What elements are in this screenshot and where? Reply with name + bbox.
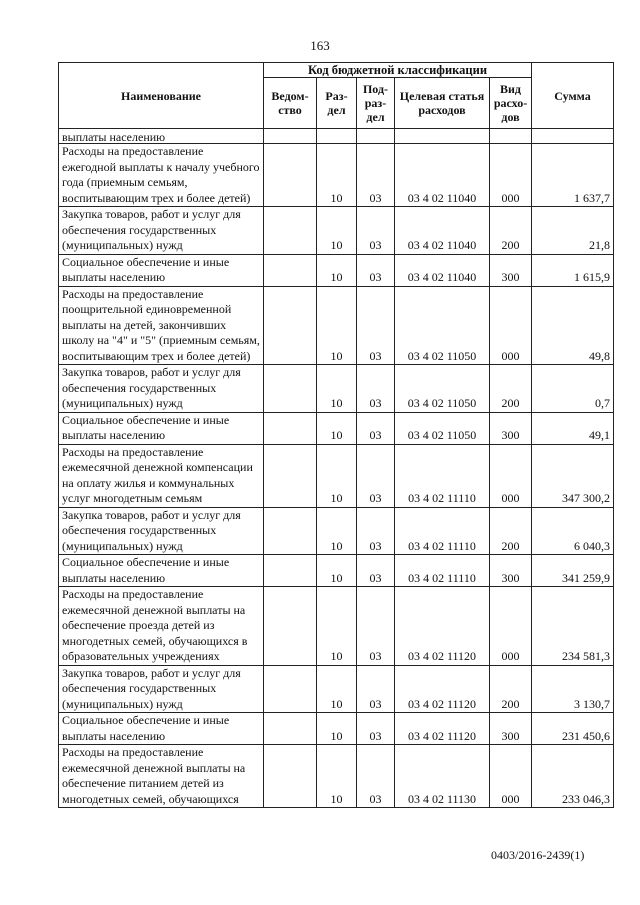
cell-vedomstvo [264,286,317,365]
cell-expense-type: 200 [490,507,532,555]
cell-podrazdel: 03 [357,412,395,444]
cell-target-article: 03 4 02 11120 [395,665,490,713]
cell-razdel: 10 [317,665,357,713]
cell-name: Расходы на предоставление ежегодной выплаты к началу учебного года (приемным семьям, воспитывающим трех и более детей) [59,144,264,207]
cell-name: Закупка товаров, работ и услуг для обеспечения государственных (муниципальных) нужд [59,507,264,555]
cell-podrazdel: 03 [357,286,395,365]
cell-name: Расходы на предоставление ежемесячной денежной компенсации на оплату жилья и коммунальных услуг многодетным семьям [59,444,264,507]
cell-sum: 49,8 [532,286,614,365]
cell-razdel: 10 [317,254,357,286]
cell-name: Расходы на предоставление поощрительной единовременной выплаты на детей, закончивших школу на "4" и "5" (приемным семьям, воспитывающим трех и более детей) [59,286,264,365]
cell-podrazdel: 03 [357,365,395,413]
cell-expense-type: 300 [490,713,532,745]
cell-target-article: 03 4 02 11110 [395,507,490,555]
budget-table [58,62,614,808]
cell-expense-type: 000 [490,587,532,666]
cell-target-article: 03 4 02 11120 [395,587,490,666]
cell-razdel: 10 [317,365,357,413]
cell-vedomstvo [264,587,317,666]
cell-podrazdel: 03 [357,665,395,713]
cell-expense-type: 000 [490,144,532,207]
cell-target-article: 03 4 02 11110 [395,444,490,507]
table-row [59,144,614,207]
cell-podrazdel: 03 [357,745,395,808]
cell-name: Социальное обеспечение и иные выплаты населению [59,555,264,587]
cell-name: Социальное обеспечение и иные выплаты населению [59,713,264,745]
cell-razdel: 10 [317,207,357,255]
header-sum: Сумма [532,63,614,129]
cell-sum: 6 040,3 [532,507,614,555]
cell-razdel: 10 [317,507,357,555]
cell-sum: 1 637,7 [532,144,614,207]
cell-target-article: 03 4 02 11130 [395,745,490,808]
cell-vedomstvo [264,365,317,413]
cell-expense-type: 200 [490,665,532,713]
header-name: Наименование [59,63,264,129]
cell-name: Закупка товаров, работ и услуг для обеспечения государственных (муниципальных) нужд [59,365,264,413]
cell-target-article: 03 4 02 11040 [395,144,490,207]
cell-podrazdel: 03 [357,555,395,587]
cell-podrazdel: 03 [357,713,395,745]
cell-sum: 21,8 [532,207,614,255]
table-row [59,444,614,507]
cell-podrazdel: 03 [357,444,395,507]
cell-vedomstvo [264,507,317,555]
cell-expense-type: 000 [490,745,532,808]
header-podrazdel: Под-раз-дел [357,78,395,129]
cell-name: Закупка товаров, работ и услуг для обеспечения государственных (муниципальных) нужд [59,207,264,255]
continuation-text: выплаты населению [59,129,264,144]
cell-sum: 233 046,3 [532,745,614,808]
cell-sum: 347 300,2 [532,444,614,507]
table-row [59,286,614,365]
cell-target-article: 03 4 02 11050 [395,412,490,444]
cell-razdel: 10 [317,444,357,507]
header-razdel: Раз-дел [317,78,357,129]
cell-target-article: 03 4 02 11040 [395,254,490,286]
cell-target-article: 03 4 02 11120 [395,713,490,745]
cell-expense-type: 000 [490,444,532,507]
cell-sum: 1 615,9 [532,254,614,286]
cell-podrazdel: 03 [357,507,395,555]
cell-razdel: 10 [317,587,357,666]
cell-podrazdel: 03 [357,254,395,286]
cell-sum: 3 130,7 [532,665,614,713]
table-row [59,507,614,555]
cell-target-article: 03 4 02 11040 [395,207,490,255]
header-expense-type: Вид расхо-дов [490,78,532,129]
cell-razdel: 10 [317,144,357,207]
cell-sum: 231 450,6 [532,713,614,745]
cell-name: Социальное обеспечение и иные выплаты населению [59,412,264,444]
table-row [59,555,614,587]
cell-vedomstvo [264,254,317,286]
cell-expense-type: 300 [490,555,532,587]
table-row [59,587,614,666]
cell-expense-type: 300 [490,412,532,444]
header-target-article: Целевая статья расходов [395,78,490,129]
table-row [59,665,614,713]
cell-razdel: 10 [317,412,357,444]
cell-podrazdel: 03 [357,207,395,255]
page-number: 163 [310,38,330,53]
cell-sum: 49,1 [532,412,614,444]
cell-name: Социальное обеспечение и иные выплаты населению [59,254,264,286]
header-vedomstvo: Ведом-ство [264,78,317,129]
cell-vedomstvo [264,665,317,713]
cell-vedomstvo [264,412,317,444]
cell-sum: 234 581,3 [532,587,614,666]
cell-sum: 341 259,9 [532,555,614,587]
cell-target-article: 03 4 02 11050 [395,286,490,365]
cell-razdel: 10 [317,286,357,365]
cell-vedomstvo [264,713,317,745]
cell-podrazdel: 03 [357,587,395,666]
cell-expense-type: 200 [490,207,532,255]
cell-razdel: 10 [317,555,357,587]
table-row [59,365,614,413]
cell-expense-type: 000 [490,286,532,365]
cell-target-article: 03 4 02 11050 [395,365,490,413]
table-row [59,412,614,444]
cell-vedomstvo [264,555,317,587]
cell-vedomstvo [264,144,317,207]
table-row [59,745,614,808]
cell-target-article: 03 4 02 11110 [395,555,490,587]
table-row [59,713,614,745]
cell-vedomstvo [264,745,317,808]
cell-name: Закупка товаров, работ и услуг для обеспечения государственных (муниципальных) нужд [59,665,264,713]
cell-razdel: 10 [317,745,357,808]
cell-sum: 0,7 [532,365,614,413]
document-id: 0403/2016-2439(1) [491,848,585,862]
cell-podrazdel: 03 [357,144,395,207]
cell-razdel: 10 [317,713,357,745]
cell-expense-type: 300 [490,254,532,286]
continuation-row [59,129,614,144]
table-row [59,254,614,286]
cell-name: Расходы на предоставление ежемесячной денежной выплаты на обеспечение питанием детей из многодетных семей, обучающихся [59,745,264,808]
cell-name: Расходы на предоставление ежемесячной денежной выплаты на обеспечение проезда детей из многодетных семей, обучающихся в образовательных учреждениях [59,587,264,666]
cell-expense-type: 200 [490,365,532,413]
cell-vedomstvo [264,207,317,255]
table-row [59,207,614,255]
header-code-group: Код бюджетной классификации [264,63,532,78]
cell-vedomstvo [264,444,317,507]
